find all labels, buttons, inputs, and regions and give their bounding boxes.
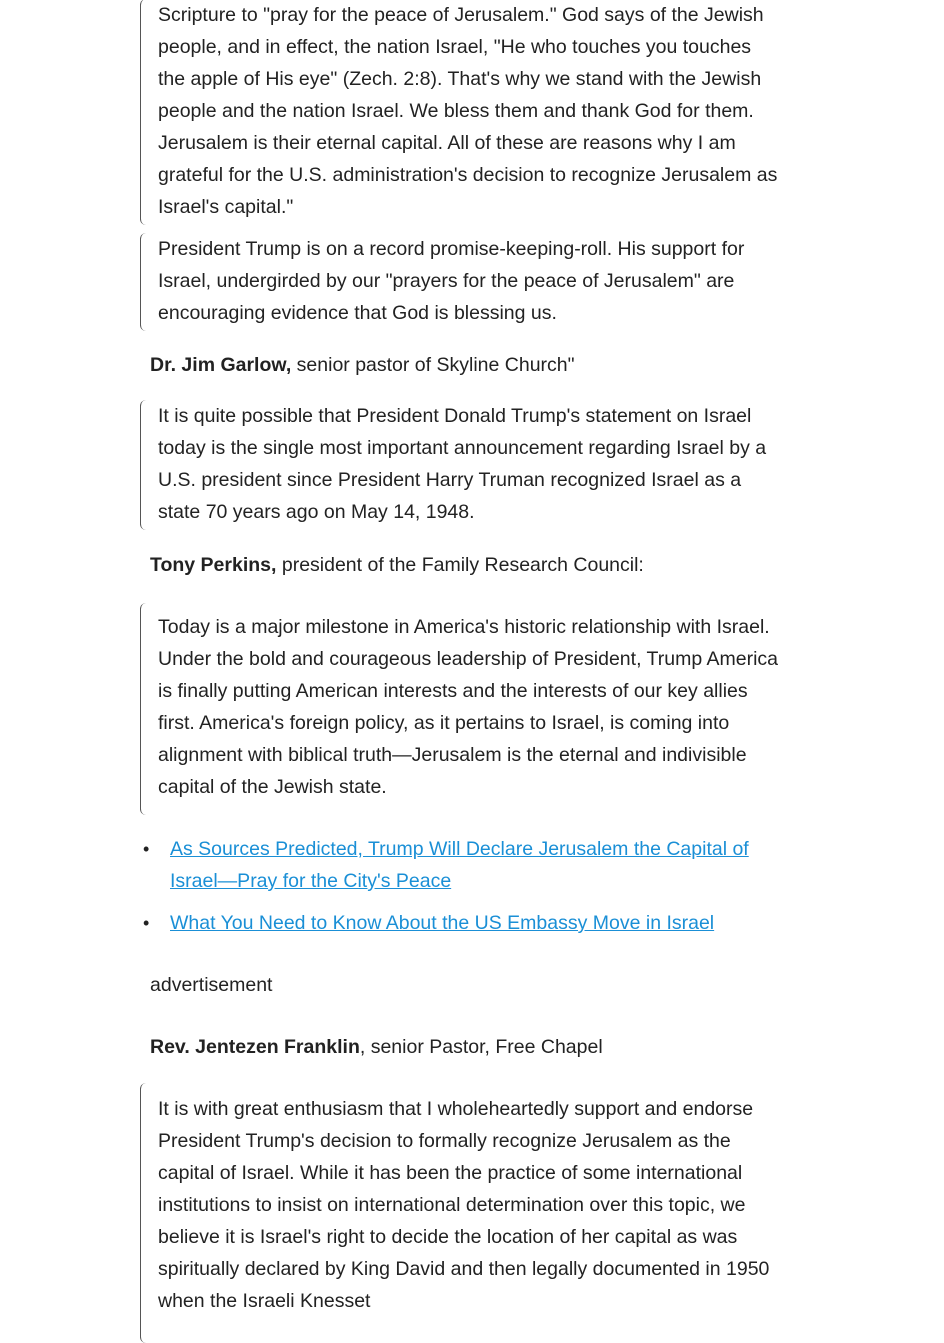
quote-text: It is with great enthusiasm that I wholeheartedly support and endorse President Trump's decision to formally recognize Jerusalem as the capital of Israel. While it has been the practice of some international institutions to insist on international determination over this topic, we believe it is Israel's right to decide the location of her capital as was spiritually declared by King David and then legally documented in 1950 when the Israeli Knesset <box>158 1098 770 1312</box>
bullet: • <box>143 913 150 933</box>
related-link[interactable]: What You Need to Know About the US Embassy Move in Israel <box>170 912 715 934</box>
attribution-name: Rev. Jentezen Franklin <box>150 1036 360 1058</box>
blockquote <box>140 603 780 815</box>
attribution-name: Dr. Jim Garlow, <box>150 354 292 376</box>
blockquote <box>140 0 780 225</box>
attribution-role: senior pastor of Skyline Church" <box>291 354 575 376</box>
attribution <box>150 1031 603 1063</box>
attribution-role: , senior Pastor, Free Chapel <box>359 1036 603 1058</box>
attribution <box>150 549 644 581</box>
quote-text: Scripture to "pray for the peace of Jerusalem." God says of the Jewish people, and in effect, the nation Israel, "He who touches you touches the apple of His eye" (Zech. 2:8). That's why we stand with the Jewish people and the nation Israel. We bless them and thank God for them. Jerusalem is their eternal capital. All of these are reasons why I am grateful for the U.S. administration's decision to recognize Jerusalem as Israel's capital." <box>158 4 778 218</box>
bullet: • <box>143 839 150 859</box>
blockquote <box>140 233 780 331</box>
advertisement-label: advertisement <box>150 974 273 996</box>
quote-text: President Trump is on a record promise-keeping-roll. His support for Israel, undergirded by our "prayers for the peace of Jerusalem" are encouraging evidence that God is blessing us. <box>158 238 745 324</box>
quote-text: It is quite possible that President Donald Trump's statement on Israel today is the single most important announcement regarding Israel by a U.S. president since President Harry Truman recognized Israel as a state 70 years ago on May 14, 1948. <box>158 405 767 523</box>
attribution <box>150 349 575 381</box>
related-link[interactable]: As Sources Predicted, Trump Will Declare Jerusalem the Capital of Israel—Pray for the City's Peace <box>170 838 749 892</box>
list-item <box>140 907 780 939</box>
attribution-name: Tony Perkins, <box>150 554 277 576</box>
blockquote <box>140 1083 780 1343</box>
related-links-list <box>140 833 780 939</box>
attribution-role: president of the Family Research Council: <box>276 554 644 576</box>
blockquote <box>140 400 780 530</box>
list-item <box>140 833 780 897</box>
quote-text: Today is a major milestone in America's historic relationship with Israel. Under the bold and courageous leadership of President, Trump America is finally putting American interests and the interests of our key allies first. America's foreign policy, as it pertains to Israel, is coming into alignment with biblical truth—Jerusalem is the eternal and indivisible capital of the Jewish state. <box>158 616 779 798</box>
